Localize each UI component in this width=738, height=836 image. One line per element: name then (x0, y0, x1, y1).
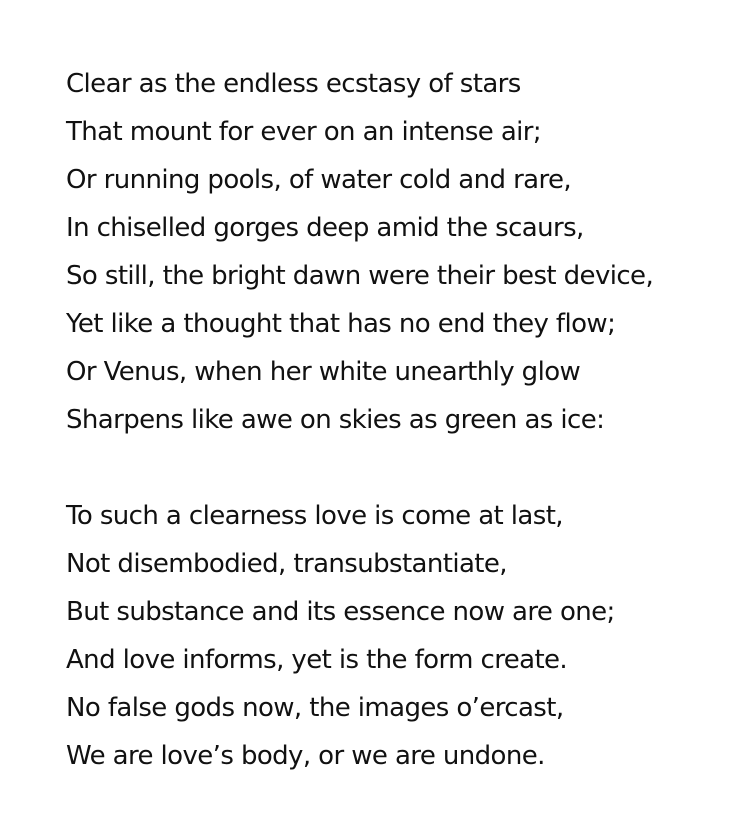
poem-line: Sharpens like awe on skies as green as ice: (66, 405, 605, 435)
poem-line: So still, the bright dawn were their best device, (66, 261, 654, 291)
poem-line: We are love’s body, or we are undone. (66, 741, 545, 771)
poem-line: Or running pools, of water cold and rare, (66, 165, 572, 195)
poem-line: No false gods now, the images o’ercast, (66, 693, 564, 723)
poem-line: Not disembodied, transubstantiate, (66, 549, 507, 579)
poem-text (66, 60, 726, 780)
poem-line: In chiselled gorges deep amid the scaurs, (66, 213, 584, 243)
poem-line: But substance and its essence now are one; (66, 597, 615, 627)
stanza-2 (66, 492, 726, 780)
poem-line: Clear as the endless ecstasy of stars (66, 69, 521, 99)
poem-line: That mount for ever on an intense air; (66, 117, 542, 147)
poem-line: Or Venus, when her white unearthly glow (66, 357, 581, 387)
poem-line: To such a clearness love is come at last, (66, 501, 563, 531)
poem-line: Yet like a thought that has no end they flow; (66, 309, 616, 339)
poem-line: And love informs, yet is the form create. (66, 645, 568, 675)
stanza-1 (66, 60, 726, 444)
